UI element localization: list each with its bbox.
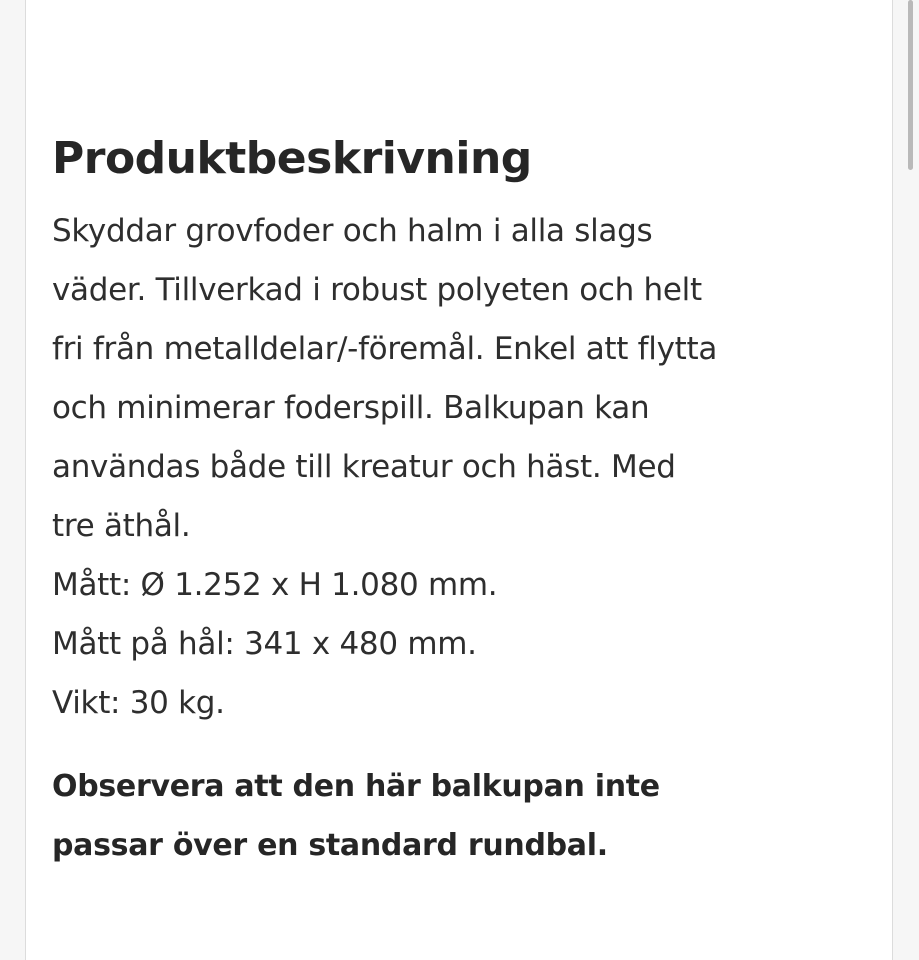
spec-weight: Vikt: 30 kg.: [52, 685, 225, 721]
scrollbar-thumb[interactable]: [908, 0, 913, 170]
product-notice: [52, 757, 852, 875]
description-line: användas både till kreatur och häst. Med: [52, 449, 676, 485]
notice-line: passar över en standard rundbal.: [52, 828, 608, 863]
description-line: och minimerar foderspill. Balkupan kan: [52, 390, 650, 426]
description-line: Skyddar grovfoder och halm i alla slags: [52, 213, 653, 249]
section-heading: Produktbeskrivning: [52, 133, 532, 184]
product-description: [52, 202, 852, 556]
description-line: väder. Tillverkad i robust polyeten och helt: [52, 272, 702, 308]
description-line: fri från metalldelar/-föremål. Enkel att flytta: [52, 331, 718, 367]
vertical-scrollbar[interactable]: [905, 0, 913, 960]
notice-line: Observera att den här balkupan inte: [52, 769, 660, 804]
spec-dimensions: Mått: Ø 1.252 x H 1.080 mm.: [52, 567, 498, 603]
product-description-section: [52, 132, 852, 875]
spec-hole-dimensions: Mått på hål: 341 x 480 mm.: [52, 626, 477, 662]
description-line: tre äthål.: [52, 508, 191, 544]
